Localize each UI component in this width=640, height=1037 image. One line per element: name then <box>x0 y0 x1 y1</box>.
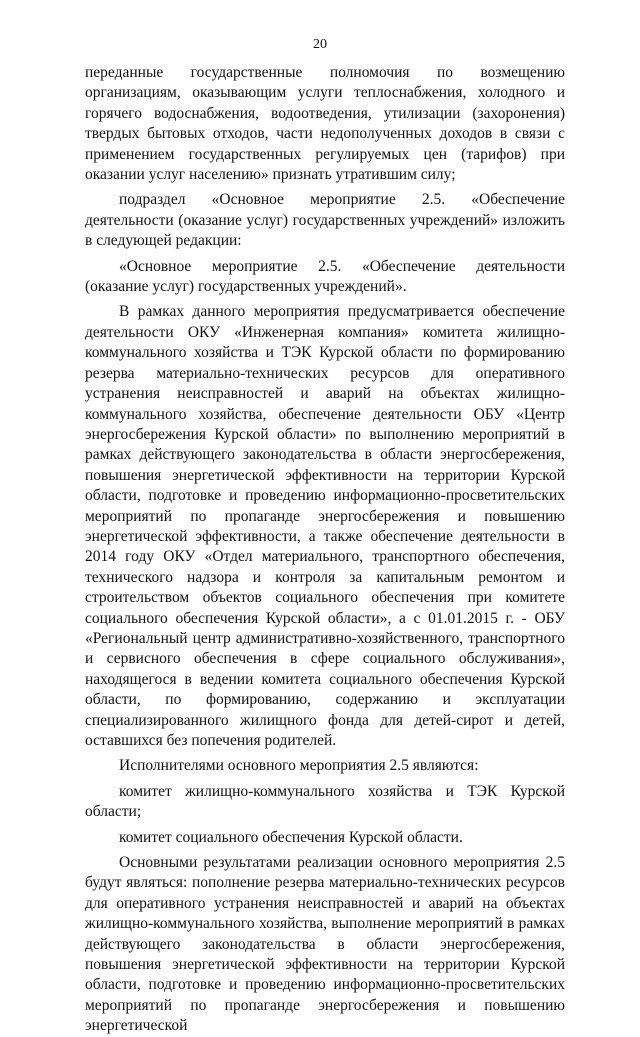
paragraph-expected-results: Основными результатами реализации основного мероприятия 2.5 будут являться: пополнение резерва материально-технических ресурсов для оперативного устранения неисправностей и аварий на объектах жилищно-коммунального хозяйства, выполнение мероприятий в рамках действующего законодательства в области энергосбережения, повышения энергетической эффективности на территории Курской области, подготовке и проведению информационно-просветительских мероприятий по пропаганде энергосбережения и повышению энергетической <box>85 854 565 1035</box>
paragraph-executor-social-committee: комитет социального обеспечения Курской области. <box>119 828 463 846</box>
body-text <box>85 63 565 1037</box>
paragraph-measure-scope: В рамках данного мероприятия предусматривается обеспечение деятельности ОКУ «Инженерная компания» комитета жилищно-коммунального хозяйства и ТЭК Курской области по формированию резерва материально-технических ресурсов для оперативного устранения неисправностей и аварий на объектах жилищно-коммунального хозяйства, обеспечение деятельности ОБУ «Центр энергосбережения Курской области» по выполнению мероприятий в рамках действующего законодательства в области энергосбережения, повышения энергетической эффективности на территории Курской области, подготовке и проведению информационно-просветительских мероприятий по пропаганде энергосбережения и повышению энергетической эффективности, а также обеспечение деятельности в 2014 году ОКУ «Отдел материального, транспортного обеспечения, технического надзора и контроля за капитальным ремонтом и строительством объектов социального обеспечения при комитете социального обеспечения Курской области», а с 01.01.2015 г. - ОБУ «Региональный центр административно-хозяйственного, транспортного и сервисного обеспечения в сфере социального обслуживания», находящегося в ведении комитета социального обеспечения Курской области, по формированию, содержанию и эксплуатации специализированного жилищного фонда для детей-сирот и детей, оставшихся без попечения родителей. <box>85 303 565 749</box>
paragraph-subsection-amendment: подраздел «Основное мероприятие 2.5. «Обеспечение деятельности (оказание услуг) государственных учреждений» изложить в следующей редакции: <box>85 191 565 250</box>
paragraph-measure-title: «Основное мероприятие 2.5. «Обеспечение деятельности (оказание услуг) государственных учреждений». <box>85 257 565 296</box>
paragraph-executor-housing-committee: комитет жилищно-коммунального хозяйства и ТЭК Курской области; <box>85 782 565 821</box>
paragraph-executors-heading: Исполнителями основного мероприятия 2.5 являются: <box>119 757 479 775</box>
page-number: 20 <box>313 37 327 52</box>
paragraph-utilities-compensation: переданные государственные полномочия по возмещению организациям, оказывающим услуги теплоснабжения, холодного и горячего водоснабжения, водоотведения, утилизации (захоронения) твердых бытовых отходов, части недополученных доходов в связи с применением государственных регулируемых цен (тарифов) при оказании услуг населению» признать утратившим силу; <box>85 64 565 184</box>
